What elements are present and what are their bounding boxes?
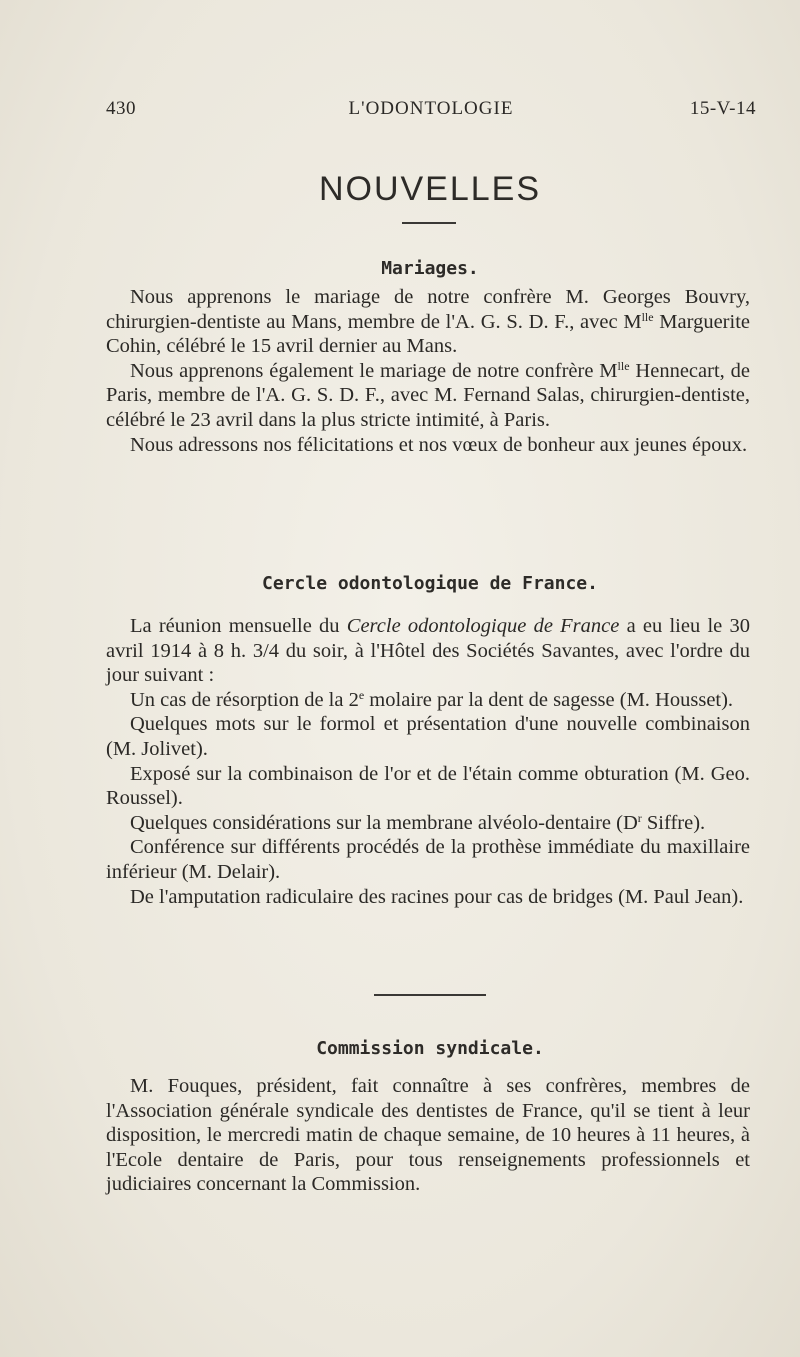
agenda-item: De l'amputation radiculaire des racines pour cas de bridges (M. Paul Jean). — [130, 885, 744, 908]
section-body-commission — [106, 1074, 750, 1197]
section-heading-cercle: Cercle odontologique de France. — [262, 573, 598, 594]
title-rule — [402, 222, 456, 224]
agenda-item: Quelques mots sur le formol et présentation d'une nouvelle combinaison (M. Jolivet). — [106, 713, 750, 760]
section-body-cercle — [106, 614, 750, 909]
agenda-item: Quelques considérations sur la membrane alvéolo-dentaire ($D^r$ Siffre). — [130, 810, 706, 834]
page-number: 430 — [106, 98, 136, 119]
section-body-mariages — [106, 285, 750, 457]
agenda-item: Conférence sur différents procédés de la prothèse immédiate du maxillaire inférieur (M. Delair). — [106, 836, 750, 883]
section-rule — [374, 994, 486, 996]
paragraph: Nous apprenons également le mariage de notre confrère $M^{lle}$ Hennecart, de Paris, membre de l'A. G. S. D. F., avec M. Fernand Salas, chirurgien-dentiste, célébré le 23 avril dans la plus stricte intimité, à Paris. — [106, 358, 750, 431]
paragraph: La réunion mensuelle du Cercle odontologique de France a eu lieu le 30 avril 1914 à 8 h. 3/4 du soir, à l'Hôtel des Sociétés Savantes, avec l'ordre du jour suivant : — [106, 615, 750, 687]
page-title: NOUVELLES — [318, 170, 542, 208]
paragraph: Nous adressons nos félicitations et nos vœux de bonheur aux jeunes époux. — [130, 433, 748, 456]
section-heading-mariages: Mariages. — [381, 258, 479, 279]
agenda-item: Un cas de résorption de la 2e molaire par la dent de sagesse (M. Housset). — [130, 687, 734, 711]
running-head — [106, 98, 756, 126]
section-heading-commission: Commission syndicale. — [316, 1038, 544, 1059]
agenda-item: Exposé sur la combinaison de l'or et de l'étain comme obturation (M. Geo. Roussel). — [106, 762, 750, 810]
issue-date: 15-V-14 — [689, 98, 756, 119]
paragraph: M. Fouques, président, fait connaître à ses confrères, membres de l'Association générale syndicale des dentistes de France, qu'il se tient à leur disposition, le mercredi matin de chaque semaine, de 10 heures à 11 heures, à l'Ecole dentaire de Paris, pour tous renseignements professionnels et judiciaires concernant la Commission. — [106, 1075, 750, 1196]
journal-title: L'ODONTOLOGIE — [348, 98, 514, 119]
paragraph: Nous apprenons le mariage de notre confrère M. Georges Bouvry, chirurgien-dentiste au Mans, membre de l'A. G. S. D. F., avec $M^{lle}$ Marguerite Cohin, célébré le 15 avril dernier au Mans. — [106, 286, 750, 358]
